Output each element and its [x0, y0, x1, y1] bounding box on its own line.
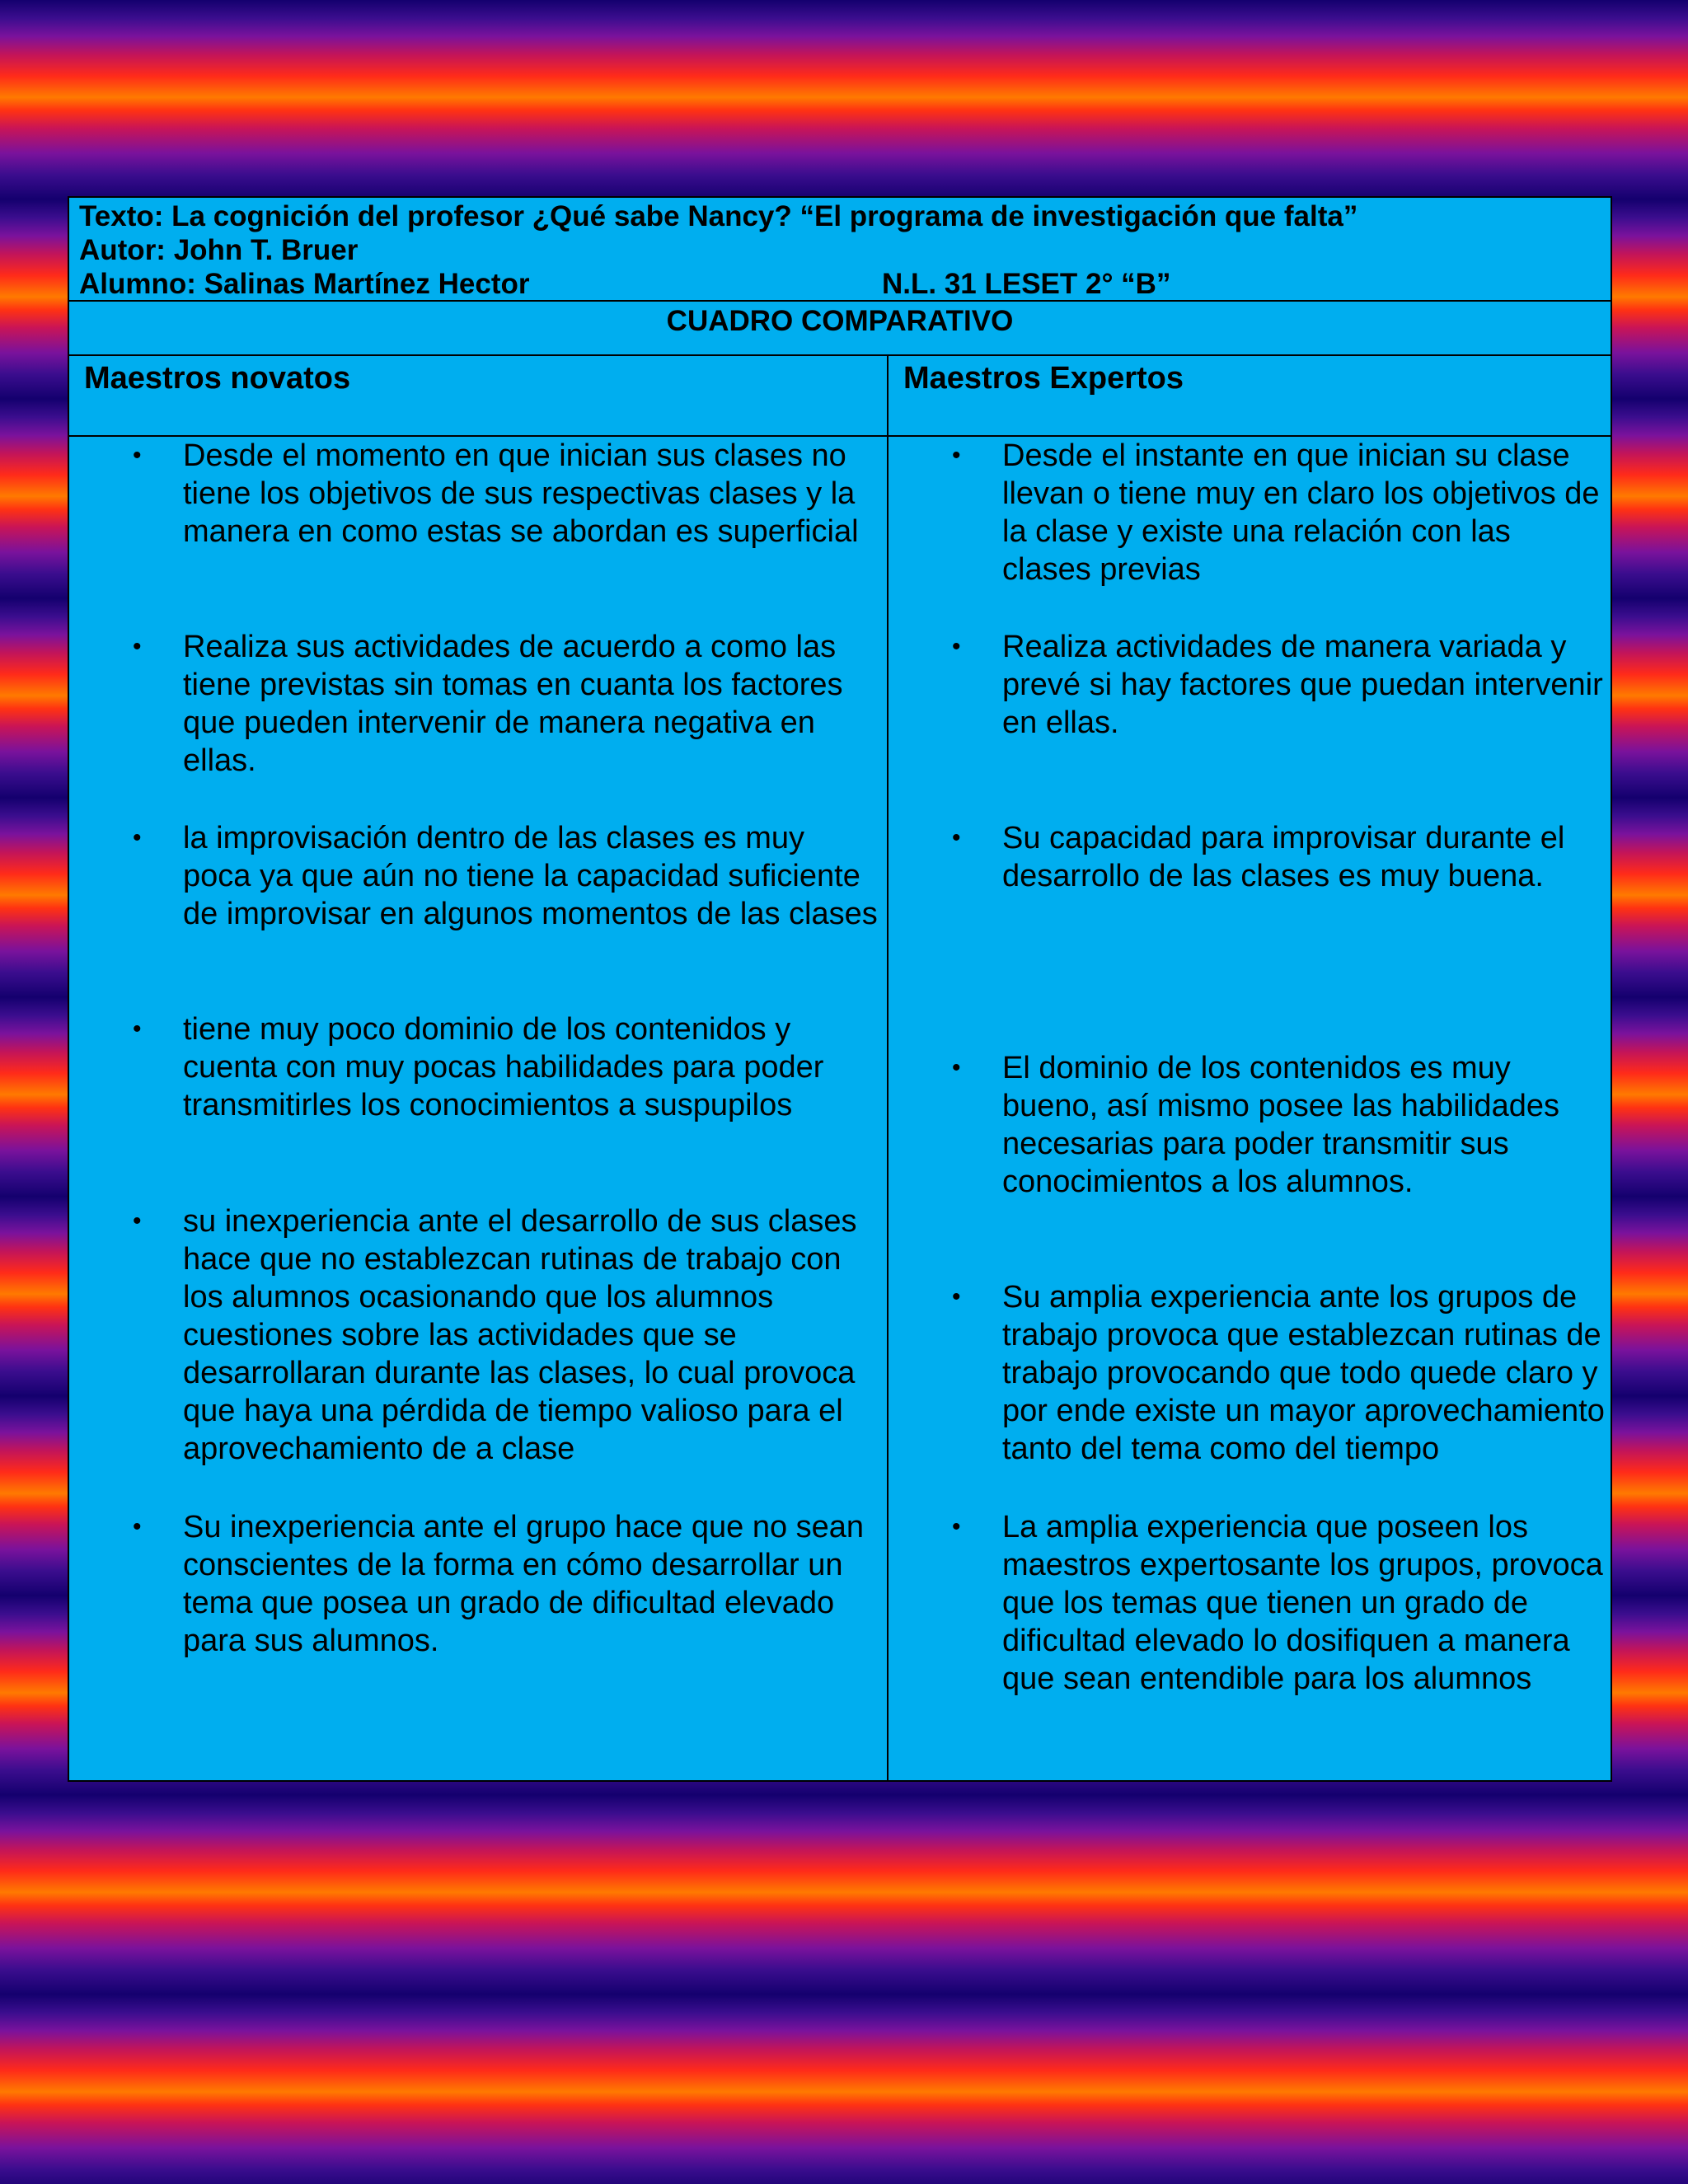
expertos-item-text: El dominio de los contenidos es muy bueno, así mismo posee las habilidades necesarias para poder transmitir sus conocimientos a los alumnos.: [1002, 1051, 1559, 1199]
bullet-icon: •: [133, 1513, 142, 1540]
bullet-icon: •: [952, 824, 961, 851]
expertos-item: [889, 1278, 1614, 1468]
bullet-icon: •: [952, 1054, 961, 1081]
novatos-item-text: Su inexperiencia ante el grupo hace que no sean conscientes de la forma en cómo desarrollar un tema que posea un grado de dificultad elevado para sus alumnos.: [183, 1510, 865, 1658]
novatos-column-header: Maestros novatos: [84, 361, 351, 396]
bullet-icon: •: [133, 824, 142, 851]
novatos-item-text: la improvisación dentro de las clases es muy poca ya que aún no tiene la capacidad suficiente de improvisar en algunos momentos de las clases: [183, 821, 878, 931]
expertos-item: [889, 1508, 1614, 1698]
novatos-item-text: Desde el momento en que inician sus clases no tiene los objetivos de sus respectivas clases y la manera en como estas se abordan es superficial: [183, 438, 859, 549]
student-row: [79, 267, 1611, 301]
student-line: Alumno: Salinas Martínez Hector: [79, 268, 530, 300]
expertos-item-text: Su amplia experiencia ante los grupos de trabajo provoca que establezcan rutinas de trabajo provocando que todo quede claro y por ende existe un mayor aprovechamiento tanto del tema como del tiempo: [1002, 1280, 1605, 1466]
novatos-item: [69, 628, 887, 780]
bullet-icon: •: [952, 1283, 961, 1310]
column-header-row: [69, 356, 1611, 437]
text-title-line: Texto: La cognición del profesor ¿Qué sabe Nancy? “El programa de investigación que falta”: [79, 200, 1358, 232]
novatos-item: [69, 1202, 887, 1468]
novatos-item: [69, 437, 887, 551]
expertos-item: [889, 437, 1614, 588]
expertos-item: [889, 1049, 1614, 1201]
novatos-item: [69, 819, 887, 933]
bullet-icon: •: [133, 1015, 142, 1043]
novatos-item-text: su inexperiencia ante el desarrollo de sus clases hace que no establezcan rutinas de trabajo con los alumnos ocasionando que los alumnos cuestiones sobre las actividades que se desarrollaran durante las clases, lo cual provoca que haya una pérdida de tiempo valioso para el aprovechamiento de a clase: [183, 1204, 857, 1466]
novatos-item-text: Realiza sus actividades de acuerdo a como las tiene previstas sin tomas en cuanta los factores que pueden intervenir de manera negativa en ellas.: [183, 630, 843, 778]
bullet-icon: •: [133, 1207, 142, 1235]
author-line: Autor: John T. Bruer: [79, 234, 359, 266]
expertos-item-text: Desde el instante en que inician su clase llevan o tiene muy en claro los objetivos de la clase y existe una relación con las clases previas: [1002, 438, 1600, 587]
expertos-item-text: Realiza actividades de manera variada y prevé si hay factores que puedan intervenir en ellas.: [1002, 630, 1603, 740]
comparison-table: [69, 356, 1611, 1780]
table-title: CUADRO COMPARATIVO: [69, 302, 1611, 356]
novatos-item-text: tiene muy poco dominio de los contenidos y cuenta con muy pocas habilidades para poder transmitirles los conocimientos a suspupilos: [183, 1012, 824, 1122]
novatos-item: [69, 1010, 887, 1124]
expertos-item-text: Su capacidad para improvisar durante el desarrollo de las clases es muy buena.: [1002, 821, 1565, 893]
bullet-icon: •: [952, 633, 961, 660]
bullet-icon: •: [133, 442, 142, 469]
class-number-line: N.L. 31 LESET 2° “B”: [882, 268, 1171, 300]
expertos-column-header: Maestros Expertos: [903, 361, 1184, 396]
comparison-document: [68, 196, 1612, 1782]
novatos-item: [69, 1508, 887, 1660]
expertos-item-text: La amplia experiencia que poseen los maestros expertosante los grupos, provoca que los temas que tienen un grado de dificultad elevado lo dosifiquen a manera que sean entendible para los alumnos: [1002, 1510, 1603, 1696]
document-header: [69, 198, 1611, 302]
expertos-item: [889, 628, 1614, 742]
expertos-item: [889, 819, 1614, 895]
bullet-icon: •: [952, 1513, 961, 1540]
bullet-icon: •: [952, 442, 961, 469]
bullet-icon: •: [133, 633, 142, 660]
